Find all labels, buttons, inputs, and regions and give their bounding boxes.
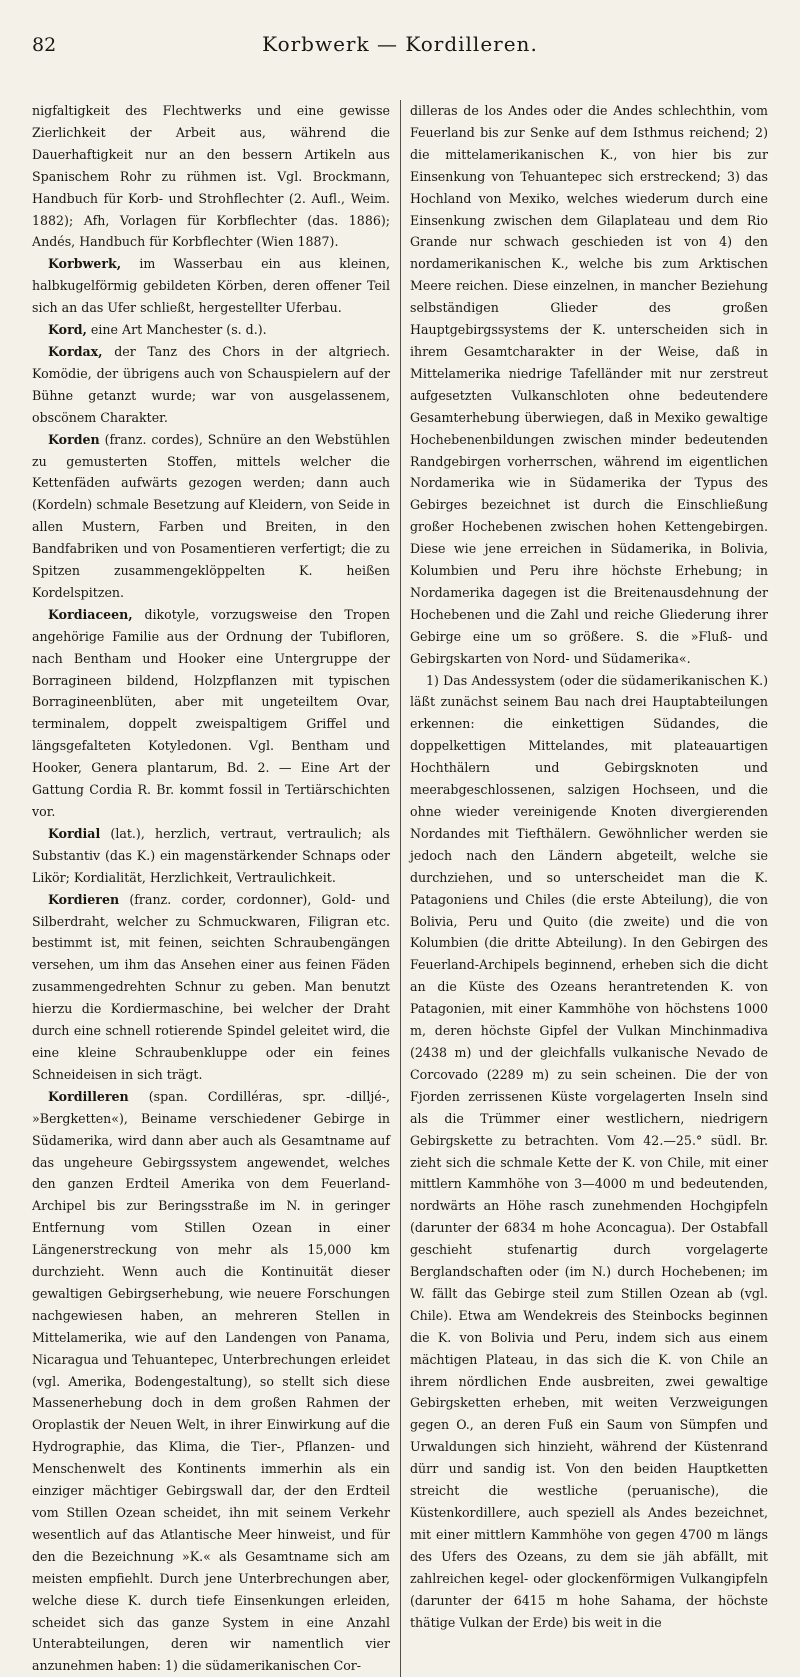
entry-term: Korden bbox=[48, 431, 100, 447]
entry-text: (lat.), herzlich, vertraut, vertraulich; als Substantiv (das K.) ein magenstärkender Schnaps oder Likör; Kordialität, Herzlichkeit, Vertraulichkeit. bbox=[32, 825, 390, 885]
entry-text: dikotyle, vorzugsweise den Tropen angehörige Familie aus der Ordnung der Tubifloren, nach Bentham und Hooker eine Untergruppe der Borragineen bildend, Holzpflanzen mit typischen Borragineenblüten, aber mit ungeteiltem Ovar, terminalem, doppelt zweispaltigem Griffel und längsgefalteten Kotyledonen. Vgl. Bentham und Hooker, Genera plantarum, Bd. 2. — Eine Art der Gattung Cordia R. Br. kommt fossil in Tertiärschichten vor. bbox=[32, 606, 390, 819]
dictionary-entry bbox=[32, 341, 390, 429]
dictionary-entry bbox=[32, 604, 390, 823]
entry-term: Korbwerk, bbox=[48, 256, 122, 272]
entry-term: Kordax, bbox=[48, 343, 103, 359]
dictionary-entry bbox=[32, 319, 390, 341]
entry-text: der Tanz des Chors in der altgriech. Komödie, der übrigens auch von Schauspielern auf der Bühne getanzt wurde; war von ausgelassenem, obscönem Charakter. bbox=[32, 343, 390, 425]
paragraph: dilleras de los Andes oder die Andes schlechthin, vom Feuerland bis zur Senke auf dem Isthmus reichend; 2) die mittelamerikanischen K., von hier bis zur Einsenkung von Tehuantepec sich erstreckend; 3) das Hochland von Mexiko, welches wiederum durch eine Einsenkung zwischen dem Gilaplateau und dem Rio Grande nur schwach geschieden ist von 4) den nordamerikanischen K., welche bis zum Arktischen Meere reichen. Diese einzelnen, in mancher Beziehung selbständigen Glieder des großen Hauptgebirgssystems der K. unterscheiden sich in ihrem Gesamtcharakter in der Weise, daß in Mittelamerika niedrige Tafelländer mit nur zerstreut aufgesetzten Vulkanschloten ohne bedeutendere Gesamterhebung überwiegen, daß in Mexiko gewaltige Hochebenenbildungen zwischen minder bedeutenden Randgebirgen vorherrschen, während im eigentlichen Nordamerika wie in Südamerika der Typus des Gebirges bezeichnet ist durch die Einschließung großer Hochebenen zwischen hohen Kettengebirgen. Diese wie jene erreichen in Südamerika, in Bolivia, Kolumbien und Peru ihre höchste Erhebung; in Nordamerika dagegen ist die Breitenausdehnung der Hochebenen und die Zahl und reiche Gliederung ihrer Gebirge eine um so größere. S. die »Fluß- und Gebirgskarten von Nord- und Südamerika«. bbox=[410, 103, 768, 666]
dictionary-entry bbox=[32, 100, 390, 253]
right-column bbox=[410, 100, 768, 1677]
entry-term: Kord, bbox=[48, 322, 87, 338]
entry-text: im Wasserbau ein aus kleinen, halbkugelförmig gebildeten Körben, deren offener Teil sich an das Ufer schließt, hergestellter Uferbau. bbox=[32, 256, 390, 316]
entry-text: (span. Cordilléras, spr. -dilljé-, »Bergketten«), Beiname verschiedener Gebirge in Südamerika, wird dann aber auch als Gesamtname auf das ungeheure Gebirgssystem angewendet, welches den ganzen Erdteil Amerika von dem Feuerland-Archipel bis zur Beringsstraße im N. in geringer Entfernung vom Stillen Ozean in einer Längenerstreckung von mehr als 15,000 km durchzieht. Wenn auch die Kontinuität dieser gewaltigen Gebirgserhebung, wie neuere Forschungen nachgewiesen haben, an mehreren Stellen in Mittelamerika, wie auf den Landengen von Panama, Nicaragua und Tehuantepec, Unterbrechungen erleidet (vgl. Amerika, Bodengestaltung), so stellt sich diese Massenerhebung doch in dem großen Rahmen der Oroplastik der Neuen Welt, in ihrer Einwirkung auf die Hydrographie, das Klima, die Tier-, Pflanzen- und Menschenwelt des Kontinents immerhin als ein einziger mächtiger Gebirgswall dar, der den Erdteil vom Stillen Ozean scheidet, ihn mit seinem Verkehr wesentlich auf das Atlantische Meer hinweist, und für den die Bezeichnung »K.« als Gesamtname sich am meisten empfiehlt. Durch jene Unterbrechungen aber, welche diese K. durch tiefe Einsenkungen erleiden, scheidet sich das ganze System in eine Anzahl Unterabteilungen, deren wir namentlich vier anzunehmen haben: 1) die südamerikanischen Cor- bbox=[32, 1088, 390, 1674]
text-columns bbox=[32, 100, 768, 1677]
entry-text: eine Art Manchester (s. d.). bbox=[90, 322, 267, 338]
entry-term: Kordieren bbox=[48, 891, 120, 907]
entry-term: Kordilleren bbox=[48, 1088, 129, 1104]
dictionary-entry bbox=[32, 253, 390, 319]
entry-text: (franz. cordes), Schnüre an den Webstühlen zu gemusterten Stoffen, mittels welcher die Kettenfäden aufwärts gezogen werden; dann auch (Kordeln) schmale Besetzung auf Kleidern, von Seide in allen Mustern, Farben und Breiten, in den Bandfabriken und von Posamentieren verfertigt; die zu Spitzen zusammengeklöppelten K. heißen Kordelspitzen. bbox=[32, 431, 390, 600]
entry-text: (franz. corder, cordonner), Gold- und Silberdraht, welcher zu Schmuckwaren, Filigran etc. bestimmt ist, mit feinen, seichten Schraubengängen versehen, um ihm das Ansehen einer aus feinen Fäden zusammengedrehten Schnur zu geben. Man benutzt hierzu die Kordiermaschine, bei welcher der Draht durch eine schnell rotierende Spindel geleitet wird, die eine kleine Schraubenkluppe oder ein feines Schneideisen in sich trägt. bbox=[32, 891, 390, 1082]
dictionary-entry bbox=[32, 889, 390, 1086]
dictionary-entry bbox=[32, 823, 390, 889]
entry-text: nigfaltigkeit des Flechtwerks und eine gewisse Zierlichkeit der Arbeit aus, während die Dauerhaftigkeit nur an den bessern Artikeln aus Spanischem Rohr zu rühmen ist. Vgl. Brockmann, Handbuch für Korb- und Strohflechter (2. Aufl., Weim. 1882); Afh, Vorlagen für Korbflechter (das. 1886); Andés, Handbuch für Korbflechter (Wien 1887). bbox=[32, 103, 390, 250]
page-number: 82 bbox=[32, 34, 57, 56]
left-column bbox=[32, 100, 390, 1677]
paragraph: 1) Das Andessystem (oder die südamerikanischen K.) läßt zunächst seinem Bau nach drei Hauptabteilungen erkennen: die einkettigen Südandes, die doppelkettigen Mittelandes, mit plateauartigen Hochthälern und Gebirgsknoten und meerabgeschlossenen, salzigen Hochseen, und die ohne wieder vereinigende Knoten divergierenden Nordandes mit Tiefthälern. Gewöhnlicher werden sie jedoch nach den Ländern abgeteilt, welche sie durchziehen, und so unterscheidet man die K. Patagoniens und Chiles (die erste Abteilung), die von Bolivia, Peru und Quito (die zweite) und die von Kolumbien (die dritte Abteilung). In den Gebirgen des Feuerland-Archipels beginnend, erheben sich die dicht an die Küste des Ozeans herantretenden K. von Patagonien, mit einer Kammhöhe von höchstens 1000 m, deren höchste Gipfel der Vulkan Minchinmadiva (2438 m) und der gleichfalls vulkanische Nevado de Corcovado (2289 m) zu sein scheinen. Die der von Fjorden zerrissenen Küste vorgelagerten Inseln sind als die Trümmer einer westlichern, niedrigern Gebirgskette zu betrachten. Vom 42.—25.° südl. Br. zieht sich die schmale Kette der K. von Chile, mit einer mittlern Kammhöhe von 3—4000 m und bedeutenden, nordwärts an Höhe rasch zunehmenden Hochgipfeln (darunter der 6834 m hohe Aconcagua). Der Ostabfall geschieht stufenartig durch vorgelagerte Berglandschaften oder (im N.) durch Hochebenen; im W. fällt das Gebirge steil zum Stillen Ozean ab (vgl. Chile). Etwa am Wendekreis des Steinbocks beginnen die K. von Bolivia und Peru, indem sich aus einem mächtigen Plateau, in das sich die K. von Chile an ihrem nördlichen Ende ausbreiten, zwei gewaltige Gebirgsketten erheben, mit weiten Verzweigungen gegen O., an deren Fuß ein Saum von Sümpfen und Urwaldungen sich hinzieht, während der Küstenrand dürr und sandig ist. Von den beiden Hauptketten streicht die westliche (peruanische), die Küstenkordillere, auch speziell als Andes bezeichnet, mit einer mittlern Kammhöhe von gegen 4700 m längs des Ufers des Ozeans, zu dem sie jäh abfällt, mit zahlreichen kegel- oder glockenförmigen Vulkangipfeln (darunter der 6415 m hohe Sahama, der höchste thätige Vulkan der Erde) bis weit in die bbox=[410, 672, 768, 1630]
entry-term: Kordial bbox=[48, 825, 101, 841]
running-head: Korbwerk — Kordilleren. bbox=[262, 32, 538, 56]
column-divider bbox=[400, 100, 401, 1677]
entry-term: Kordiaceen, bbox=[48, 606, 133, 622]
dictionary-entry bbox=[32, 1086, 390, 1677]
dictionary-entry bbox=[32, 429, 390, 604]
page-header bbox=[32, 30, 768, 66]
